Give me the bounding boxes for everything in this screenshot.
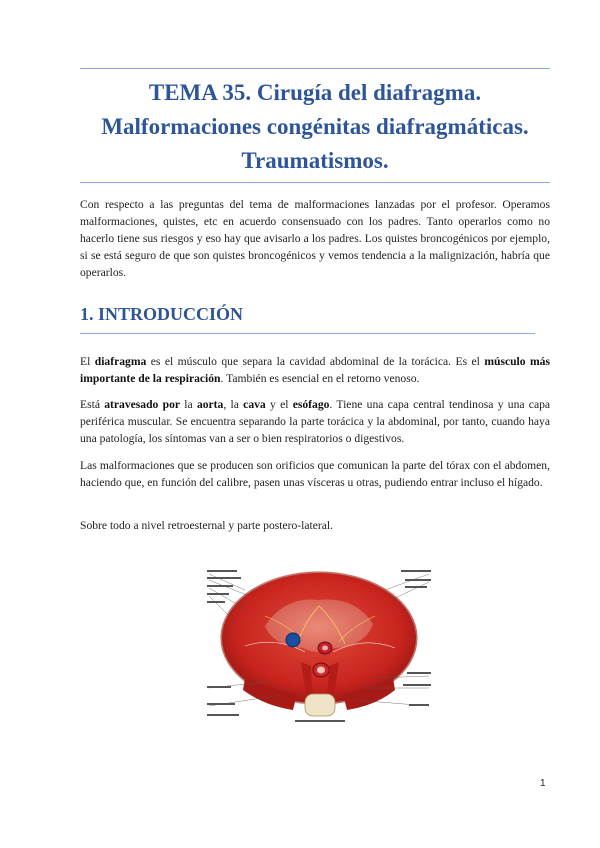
section-heading-rule: [80, 333, 535, 334]
paragraph-localizacion: Sobre todo a nivel retroesternal y parte postero-lateral.: [80, 519, 334, 532]
title-line-2: Malformaciones congénitas diafragmáticas.: [101, 114, 529, 139]
page-title: [70, 76, 560, 178]
title-line-3: Traumatismos.: [241, 148, 389, 173]
paragraph-diafragma: El diafragma es el músculo que separa la cavidad abdominal de la torácica. Es el músculo más importante de la respiración. También es esencial en el retorno venoso.: [80, 355, 550, 385]
title-line-1: TEMA 35. Cirugía del diafragma.: [148, 80, 482, 105]
intro-paragraph: Con respecto a las preguntas del tema de malformaciones lanzadas por el profesor. Operamos malformaciones, quistes, etc en acuerdo consensuado con los padres. Tanto operarlos como no hacerlo tiene sus riesgos y eso hay que avisarlo a los padres. Los quistes broncogénicos por ejemplo, si se está seguro de que son quistes broncogénicos y vemos tendencia a la malignización, habría que operarlos.: [80, 198, 550, 279]
section-heading: 1. INTRODUCCIÓN: [80, 304, 244, 324]
title-bottom-rule: [80, 182, 550, 183]
paragraph-malformaciones: Las malformaciones que se producen son orificios que comunican la parte del tórax con el abdomen, haciendo que, en función del calibre, pasen unas vísceras u otras, pudiendo entrar incluso el hígado.: [80, 459, 550, 489]
page-number: 1: [540, 778, 546, 789]
paragraph-atravesado: Está atravesado por la aorta, la cava y el esófago. Tiene una capa central tendinosa y una capa periférica muscular. Se encuentra separando la parte torácica y la abdominal, por tanto, cuando haya una patología, los síntomas van a ser o bien respiratorios o digestivos.: [80, 398, 551, 445]
title-top-rule: [80, 68, 550, 69]
diaphragm-illustration: [205, 566, 433, 726]
